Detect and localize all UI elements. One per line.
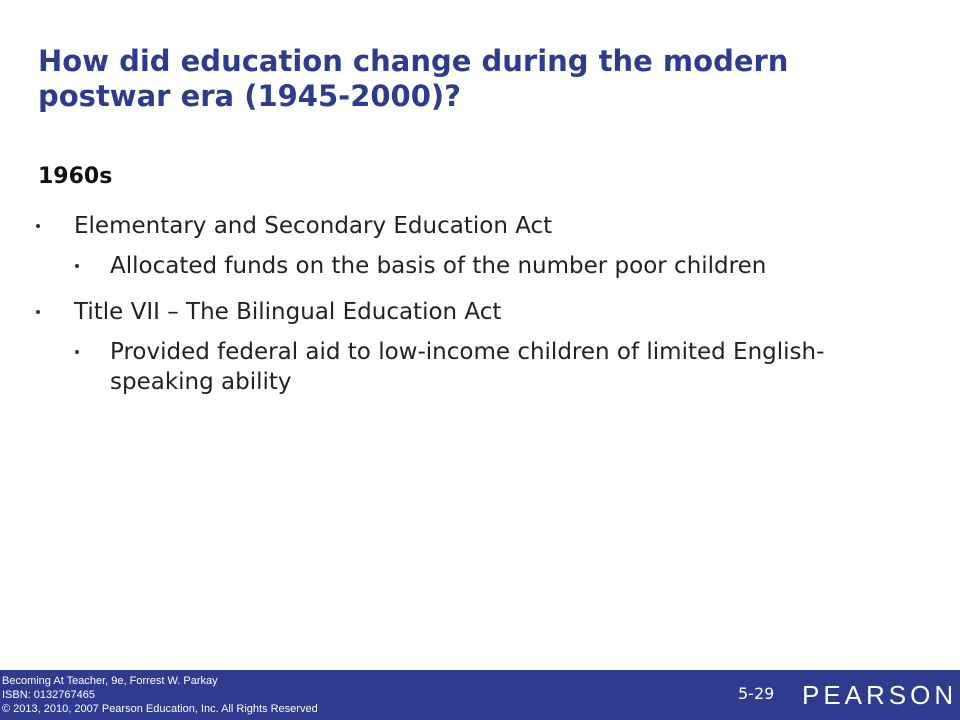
- footer-citation: [2, 674, 318, 716]
- slide-number: 5-29: [738, 684, 775, 703]
- sub-bullet-item: [110, 251, 930, 281]
- citation-book: Becoming At Teacher, 9e, Forrest W. Parkay: [2, 675, 218, 687]
- bullet-text: Title VII – The Bilingual Education Act: [74, 299, 502, 325]
- bullet-item: [74, 211, 934, 241]
- section-heading: 1960s: [38, 164, 113, 189]
- citation-copyright: © 2013, 2010, 2007 Pearson Education, Inc. All Rights Reserved: [2, 703, 318, 715]
- footer-bar: [0, 670, 960, 720]
- slide-title: How did education change during the modern postwar era (1945-2000)?: [38, 44, 789, 113]
- bullet-dot-icon: [36, 310, 40, 314]
- pearson-logo: PEARSON: [802, 680, 958, 710]
- sub-bullet-item: [110, 337, 840, 397]
- bullet-dot-icon: [75, 350, 79, 354]
- bullet-text: Elementary and Secondary Education Act: [74, 213, 553, 239]
- bullet-item: [74, 297, 934, 327]
- sub-bullet-text: Provided federal aid to low-income children of limited English-speaking ability: [110, 339, 825, 395]
- bullet-dot-icon: [75, 264, 79, 268]
- citation-isbn: ISBN: 0132767465: [2, 689, 95, 701]
- sub-bullet-text: Allocated funds on the basis of the number poor children: [110, 253, 767, 279]
- bullet-dot-icon: [36, 224, 40, 228]
